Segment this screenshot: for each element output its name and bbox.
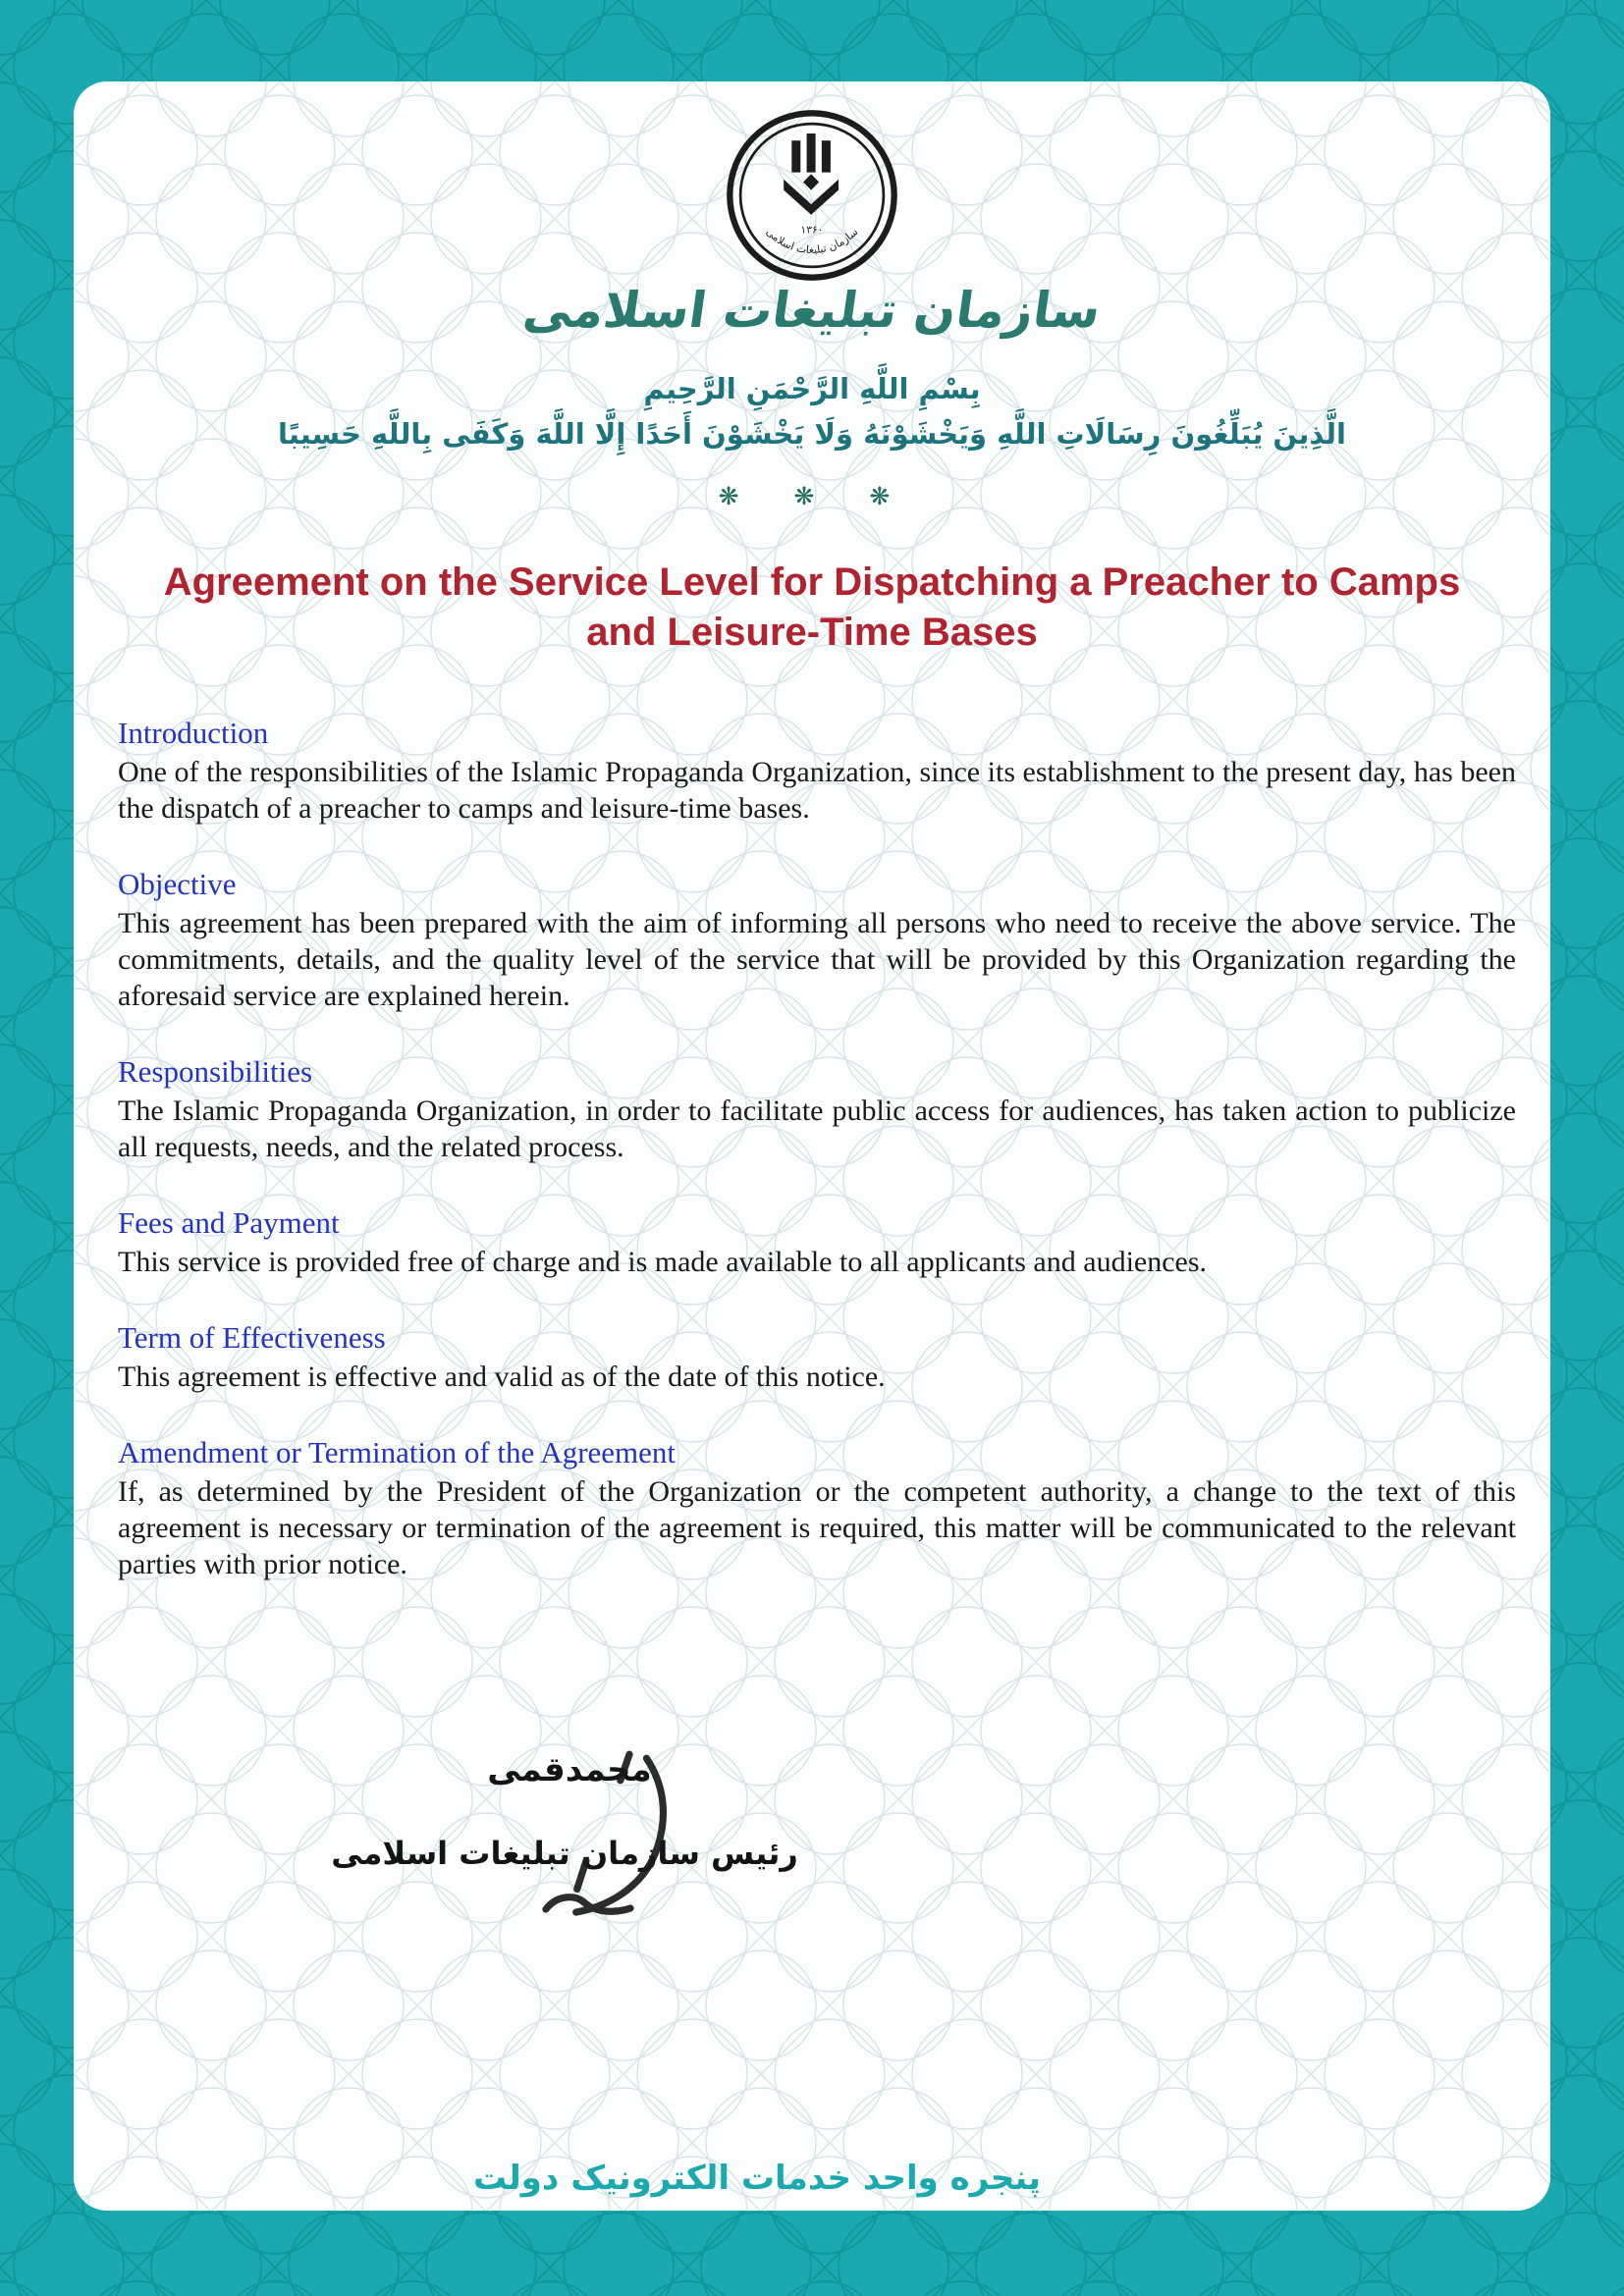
section-heading: Amendment or Termination of the Agreement (118, 1435, 677, 1469)
section-body: This service is provided free of charge and is made available to all applicants and audiences. (118, 1246, 1208, 1278)
section-heading: Term of Effectiveness (118, 1320, 386, 1355)
bismillah-line: بِسْمِ اللَّهِ الرَّحْمَنِ الرَّحِيمِ (643, 372, 981, 405)
document-title: Agreement on the Service Level for Dispatching a Preacher to Camps and Leisure-Time Bases (163, 560, 1461, 654)
kufic-allah-mark (784, 133, 839, 215)
org-seal-icon (724, 107, 900, 284)
section-heading: Objective (118, 867, 237, 901)
section-introduction (118, 715, 1516, 827)
org-name-calligraphy: سازمان تبلیغات اسلامی (519, 282, 1105, 339)
signature-role: رئیس سازمان تبلیغات اسلامی (331, 1835, 798, 1872)
footer-service-window-text: پنجره واحد خدمات الکترونیک دولت (473, 2159, 1041, 2198)
seal-circle-text: سازمان تبلیغات اسلامی (763, 225, 861, 256)
sections-container (118, 715, 1516, 1622)
ornament-divider: ❋ ❋ ❋ (718, 482, 906, 510)
page-content (74, 81, 1550, 2211)
section-heading: Introduction (118, 716, 269, 750)
seal-year: ۱۳۶۰ (800, 223, 824, 237)
section-term-of-effectiveness (118, 1319, 1516, 1395)
section-body: One of the responsibilities of the Islamic Propaganda Organization, since its establishment to the present day, has been the dispatch of a preacher to camps and leisure-time bases. (118, 756, 1516, 825)
section-body: If, as determined by the President of the Organization or the competent authority, a change to the text of this agreement is necessary or termination of the agreement is required, this matter will be communicated to the relevant parties with prior notice. (118, 1475, 1516, 1580)
section-body: This agreement has been prepared with the aim of informing all persons who need to receive the above service. The commitments, details, and the quality level of the service that will be provided by this Organization regarding the aforesaid service are explained herein. (118, 907, 1516, 1012)
section-body: This agreement is effective and valid as of the date of this notice. (118, 1361, 886, 1393)
document-page (74, 81, 1550, 2211)
section-objective (118, 866, 1516, 1014)
signature-name: محمدقمی (487, 1750, 652, 1789)
section-fees-and-payment (118, 1204, 1516, 1280)
section-body: The Islamic Propaganda Organization, in order to facilitate public access for audiences, has taken action to publicize all requests, needs, and the related process. (118, 1095, 1516, 1163)
section-amendment-or-termination (118, 1434, 1516, 1582)
section-heading: Responsibilities (118, 1054, 313, 1089)
quran-verse-line: الَّذِينَ يُبَلِّغُونَ رِسَالَاتِ اللَّهِ وَيَخْشَوْنَهُ وَلَا يَخْشَوْنَ أَحَدًا إِلَّا اللَّهَ وَكَفَى بِاللَّهِ حَسِيبًا (277, 417, 1346, 451)
section-responsibilities (118, 1053, 1516, 1165)
section-heading: Fees and Payment (118, 1205, 340, 1240)
signature-scribble-icon (525, 1748, 731, 1949)
